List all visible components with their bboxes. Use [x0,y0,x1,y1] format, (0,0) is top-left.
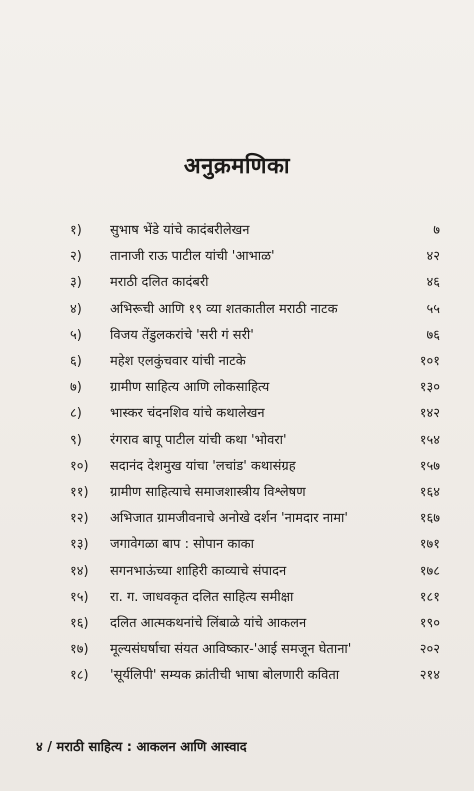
toc-entry-title: ग्रामीण साहित्य आणि लोकसाहित्य [110,380,270,396]
toc-entry [0,480,474,506]
toc-entry-number: १४) [70,563,89,579]
toc-entry [0,637,474,663]
toc-entry-number: २) [70,249,82,265]
toc-entry-number: १०) [70,458,89,474]
toc-entry-number: ११) [70,485,89,500]
toc-entry-page: १६४ [419,485,440,500]
toc-entry-title: भास्कर चंदनशिव यांचे कथालेखन [110,406,265,422]
toc-entry-title: सगनभाऊंच्या शाहिरी काव्याचे संपादन [110,563,287,579]
toc-entry-number: ४) [70,301,82,317]
toc-entry-page: १६७ [419,511,440,527]
toc-entry-number: १) [70,223,82,238]
toc-entry-title: मूल्यसंघर्षाचा संयत आविष्कार-'आई समजून घेताना' [110,642,352,658]
toc-entry-number: ७) [70,380,82,396]
toc-entry-page: ४२ [426,249,440,265]
toc-entry-number: ९) [70,432,82,448]
toc-entry [0,532,474,558]
toc-entry-number: १७) [70,642,89,658]
toc-entry [0,454,474,480]
toc-entry [0,559,474,585]
toc-entry-page: १९० [419,616,440,631]
toc-entry-number: १६) [70,616,89,631]
toc-entry-page: १३० [419,380,440,396]
toc-entry-title: मराठी दलित कादंबरी [110,275,209,291]
toc-entry-page: १४२ [419,406,440,422]
toc-entry-page: ७६ [426,327,440,343]
toc-entry-page: १५७ [419,458,440,474]
toc-entry-title: महेश एलकुंचवार यांची नाटके [110,354,246,369]
toc-entry-title: सदानंद देशमुख यांचा 'लचांड' कथासंग्रह [110,458,296,474]
toc-entry-title: रा. ग. जाधवकृत दलित साहित्य समीक्षा [110,589,294,605]
toc-entry [0,349,474,375]
toc-entry-page: १७८ [419,563,440,579]
toc-entry-title: रंगराव बापू पाटील यांची कथा 'भोवरा' [110,432,287,448]
toc-entry-title: जगावेगळा बाप : सोपान काका [110,537,255,553]
toc-entry [0,401,474,427]
toc-entry-page: १०१ [419,354,440,369]
toc-entry-title: तानाजी राऊ पाटील यांची 'आभाळ' [110,249,275,265]
toc-entry-page: ४६ [426,275,440,291]
toc-entry-page: ७ [433,223,440,238]
toc-entry-page: १७१ [419,537,440,553]
toc-entry-page: २१४ [419,668,440,684]
toc-entry-title: ग्रामीण साहित्याचे समाजशास्त्रीय विश्लेषण [110,485,306,500]
toc-entry [0,428,474,454]
toc-entry [0,297,474,323]
toc-entry-title: अभिरूची आणि १९ व्या शतकातील मराठी नाटक [110,301,338,317]
toc-entry-page: १८१ [419,589,440,605]
toc-entry [0,585,474,611]
toc-entry-title: 'सूर्यलिपी' सम्यक क्रांतीची भाषा बोलणारी कविता [110,668,340,684]
toc-entry-number: १२) [70,511,89,527]
toc-entry [0,663,474,689]
toc-entry-title: अभिजात ग्रामजीवनाचे अनोखे दर्शन 'नामदार नामा' [110,511,348,527]
toc-entry-title: दलित आत्मकथनांचे लिंबाळे यांचे आकलन [110,616,307,631]
toc-entry-number: ८) [70,406,82,422]
toc-entry-number: ३) [70,275,82,291]
toc-entry [0,218,474,244]
toc-entry [0,323,474,349]
page-title: अनुक्रमणिका [183,154,291,179]
toc-entry-number: १५) [70,589,89,605]
toc-entry-title: सुभाष भेंडे यांचे कादंबरीलेखन [110,223,250,238]
toc-entry-number: ६) [70,354,82,369]
toc-entry-number: १८) [70,668,89,684]
toc-entry [0,244,474,270]
page-footer: ४ / मराठी साहित्य : आकलन आणि आस्वाद [36,740,247,755]
toc-entry [0,375,474,401]
toc-entry-page: २०२ [419,642,440,658]
toc-entry-number: १३) [70,537,89,553]
toc-entry-title: विजय तेंडुलकरांचे 'सरी गं सरी' [110,327,254,343]
toc-entry-page: ५५ [426,301,440,317]
toc-entry-page: १५४ [419,432,440,448]
toc-entry [0,270,474,296]
toc-entry-number: ५) [70,327,82,343]
toc-entry [0,611,474,637]
toc-entry [0,506,474,532]
